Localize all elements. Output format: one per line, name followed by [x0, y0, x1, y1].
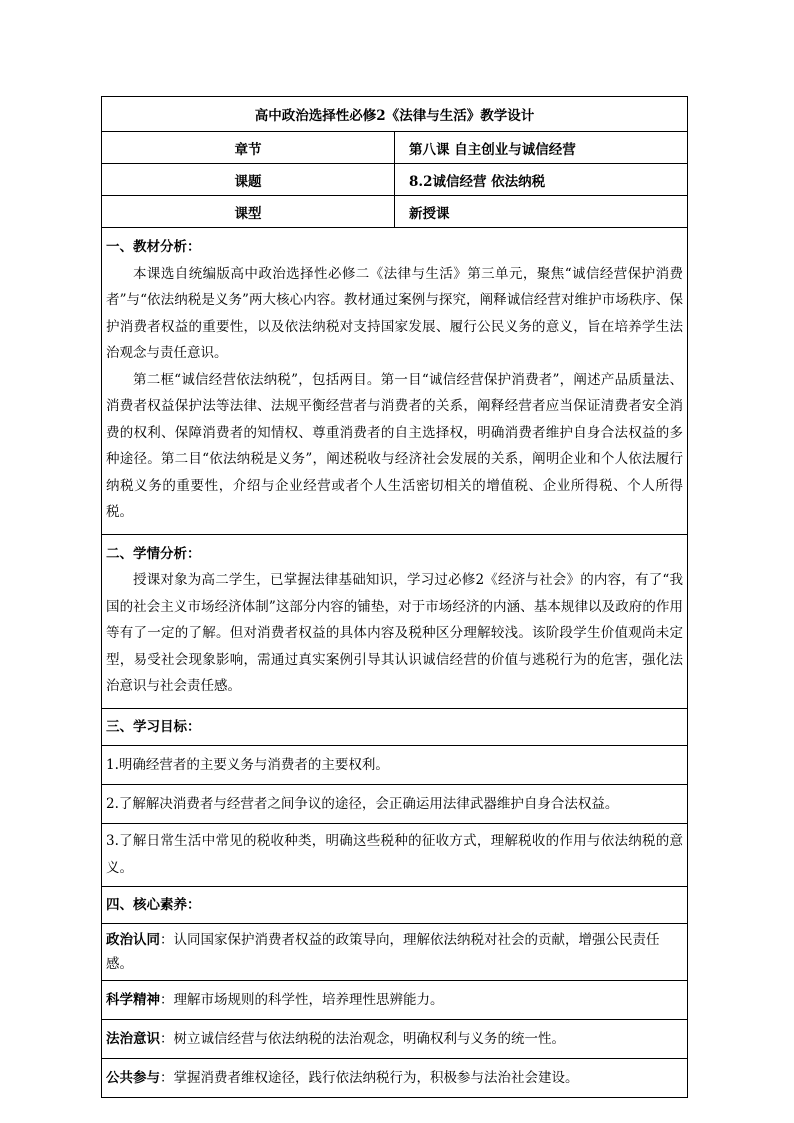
learning-goal-2: [102, 784, 688, 823]
literacy-key: 法治意识: [106, 1030, 160, 1047]
chapter-value: 第八课 自主创业与诚信经营: [395, 132, 688, 164]
lesson-type-label: 课型: [102, 196, 395, 228]
student-analysis-section: [102, 534, 688, 708]
literacy-sep: ：: [160, 931, 174, 948]
literacy-sep: ：: [160, 1030, 174, 1047]
student-analysis-heading: 二、学情分析：: [106, 545, 201, 562]
core-literacy-heading-cell: [102, 886, 688, 923]
learning-goals-heading-cell: [102, 708, 688, 745]
core-literacy-heading: 四、核心素养：: [106, 896, 201, 913]
document-title: 高中政治选择性必修2《法律与生活》教学设计: [102, 97, 688, 132]
lesson-plan-table: [101, 96, 688, 1098]
core-literacy-item-public: [102, 1058, 688, 1097]
core-literacy-item-science: [102, 980, 688, 1019]
textbook-analysis-paragraph-2: 第二框“诚信经营依法纳税”，包括两目。第一目“诚信经营保护消费者”，阐述产品质量法、消费者权益保护法等法律、法规平衡经营者与消费者的关系，阐释经营者应当保证清费者安全消费的权利、保障消费者的知情权、尊重消费者的自主选择权，明确消费者维护自身合法权益的多种途径。第二目“依法纳税是义务”，阐述税收与经济社会发展的关系，阐明企业和个人依法履行纳税义务的重要性，介绍与企业经营或者个人生活密切相关的增值税、企业所得税、个人所得税。: [106, 371, 683, 520]
topic-value: 8.2诚信经营 依法纳税: [395, 164, 688, 196]
literacy-text: 掌握消费者维权途径，践行依法纳税行为，积极参与法治社会建设。: [173, 1069, 579, 1086]
literacy-key: 政治认同: [106, 931, 160, 948]
core-literacy-item-law: [102, 1019, 688, 1058]
learning-goal-1: [102, 745, 688, 784]
textbook-analysis-paragraph-1: 本课选自统编版高中政治选择性必修二《法律与生活》第三单元，聚焦“诚信经营保护消费者”与“依法纳税是义务”两大核心内容。教材通过案例与探究，阐释诚信经营对维护市场秩序、保护消费者权益的重要性，以及依法纳税对支持国家发展、履行公民义务的意义，旨在培养学生法治观念与责任意识。: [106, 265, 683, 361]
learning-goal-3: [102, 823, 688, 886]
textbook-analysis-heading: 一、教材分析：: [106, 239, 201, 255]
learning-goal-text: 3.了解日常生活中常见的税收种类，明确这些税种的征收方式，理解税收的作用与依法纳税的意义。: [106, 832, 683, 876]
student-analysis-paragraph: 授课对象为高二学生，已掌握法律基础知识，学习过必修2《经济与社会》的内容，有了“我国的社会主义市场经济体制”这部分内容的铺垫，对于市场经济的内涵、基本规律以及政府的作用等有了一定的了解。但对消费者权益的具体内容及税种区分理解较浅。该阶段学生价值观尚未定型，易受社会现象影响，需通过真实案例引导其认识诚信经营的价值与逃税行为的危害，强化法治意识与社会责任感。: [106, 572, 683, 694]
topic-label: 课题: [102, 164, 395, 196]
literacy-sep: ：: [160, 1069, 174, 1086]
literacy-text: 树立诚信经营与依法纳税的法治观念，明确权利与义务的统一性。: [173, 1030, 565, 1047]
learning-goals-heading: 三、学习目标：: [106, 718, 201, 735]
core-literacy-item-political: [102, 923, 688, 980]
learning-goal-text: 2.了解解决消费者与经营者之间争议的途径，会正确运用法律武器维护自身合法权益。: [106, 795, 619, 812]
chapter-label: 章节: [102, 132, 395, 164]
learning-goal-text: 1.明确经营者的主要义务与消费者的主要权利。: [106, 756, 389, 773]
literacy-sep: ：: [160, 991, 174, 1008]
lesson-type-value: 新授课: [395, 196, 688, 228]
literacy-key: 科学精神: [106, 991, 160, 1008]
textbook-analysis-section: [102, 228, 688, 535]
literacy-text: 理解市场规则的科学性，培养理性思辨能力。: [173, 991, 444, 1008]
literacy-key: 公共参与: [106, 1069, 160, 1086]
lesson-plan-page: [101, 96, 688, 1098]
literacy-text: 认同国家保护消费者权益的政策导向，理解依法纳税对社会的贡献，增强公民责任感。: [106, 931, 660, 972]
